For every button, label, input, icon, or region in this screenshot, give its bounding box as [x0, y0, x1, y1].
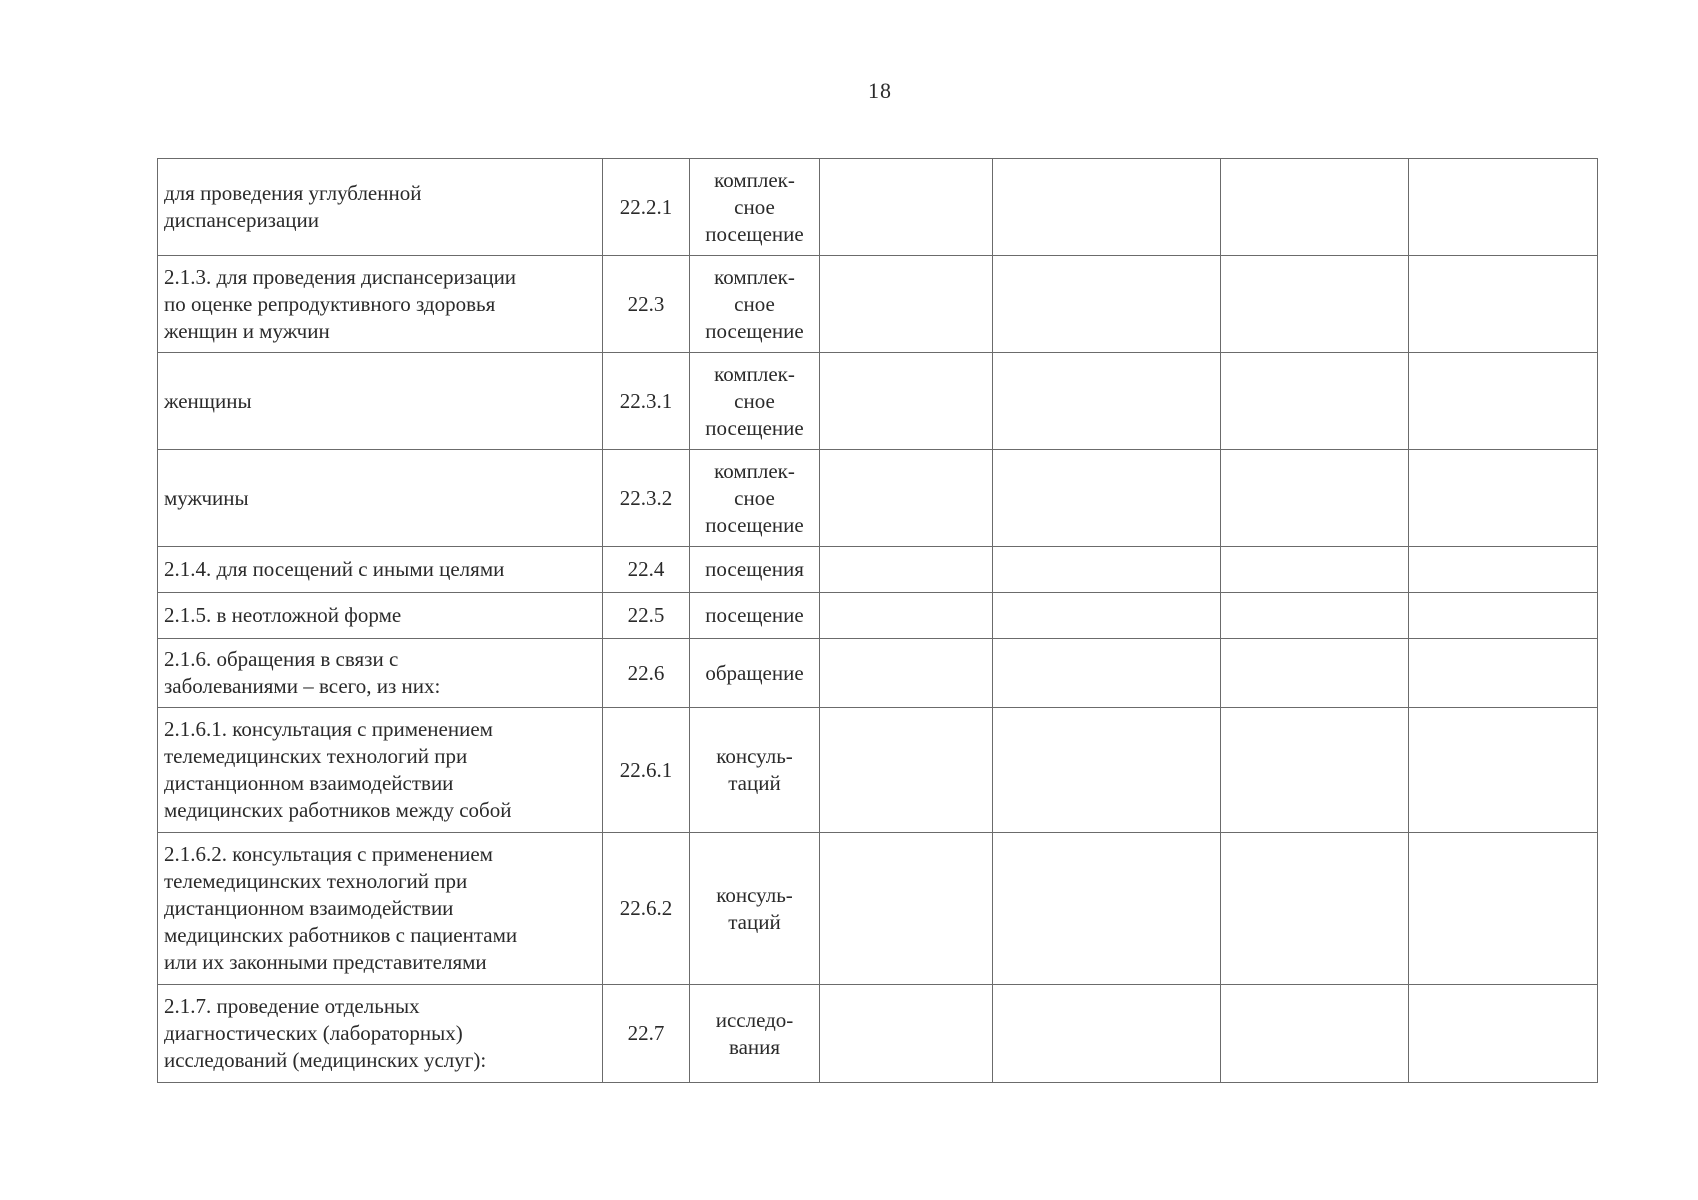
- empty-cell: [1409, 353, 1598, 450]
- row-unit-cell: [690, 547, 820, 593]
- row-unit-line: сное: [734, 194, 775, 219]
- row-name-cell: [158, 450, 603, 547]
- empty-cell: [1409, 159, 1598, 256]
- empty-cell: [1409, 833, 1598, 985]
- row-unit-line: комплек-: [714, 458, 795, 483]
- row-unit-line: комплек-: [714, 264, 795, 289]
- row-unit-line: сное: [734, 291, 775, 316]
- empty-cell: [993, 833, 1221, 985]
- row-unit-line: таций: [728, 909, 781, 934]
- table-row: [158, 159, 1598, 256]
- empty-cell: [1221, 593, 1409, 639]
- row-unit-line: консуль-: [716, 744, 793, 768]
- empty-cell: [993, 708, 1221, 833]
- row-name-cell: [158, 708, 603, 833]
- row-unit-line: обращение: [705, 660, 804, 685]
- row-unit-line: посещение: [705, 221, 804, 246]
- row-name-line: женщины: [164, 388, 252, 413]
- empty-cell: [993, 547, 1221, 593]
- empty-cell: [993, 159, 1221, 256]
- page-number: 18: [868, 78, 892, 103]
- row-code-cell: 22.6: [603, 639, 690, 708]
- empty-cell: [1221, 256, 1409, 353]
- row-name-cell: [158, 353, 603, 450]
- row-unit-line: вания: [728, 1034, 781, 1059]
- empty-cell: [993, 450, 1221, 547]
- row-unit-cell: [690, 985, 820, 1083]
- table-row: [158, 708, 1598, 833]
- empty-cell: [820, 159, 993, 256]
- empty-cell: [993, 639, 1221, 708]
- empty-cell: [820, 833, 993, 985]
- row-unit-cell: [690, 159, 820, 256]
- empty-cell: [1409, 639, 1598, 708]
- table-row: [158, 450, 1598, 547]
- empty-cell: [1221, 833, 1409, 985]
- row-unit-cell: [690, 450, 820, 547]
- empty-cell: [820, 547, 993, 593]
- empty-cell: [1409, 985, 1598, 1083]
- row-code-cell: 22.3.1: [603, 353, 690, 450]
- empty-cell: [820, 985, 993, 1083]
- row-name-line: дистанционном взаимодействии: [164, 771, 454, 795]
- row-unit-cell: [690, 708, 820, 833]
- data-table: [157, 158, 1598, 1083]
- empty-cell: [1221, 985, 1409, 1083]
- row-name-cell: [158, 256, 603, 353]
- row-unit-line: комплек-: [714, 361, 795, 386]
- row-code-cell: 22.4: [603, 547, 690, 593]
- row-name-cell: [158, 639, 603, 708]
- empty-cell: [1409, 547, 1598, 593]
- table-row: [158, 256, 1598, 353]
- row-name-cell: [158, 159, 603, 256]
- row-name-line: 2.1.6.2. консультация с применением: [164, 842, 493, 866]
- table-row: [158, 353, 1598, 450]
- empty-cell: [820, 450, 993, 547]
- row-name-line: 2.1.7. проведение отдельных: [164, 994, 420, 1018]
- row-name-cell: [158, 833, 603, 985]
- table-row: [158, 985, 1598, 1083]
- row-unit-line: консуль-: [716, 882, 793, 907]
- table-row: [158, 547, 1598, 593]
- table-row: [158, 593, 1598, 639]
- row-name-line: дистанционном взаимодействии: [164, 896, 454, 920]
- row-name-line: женщин и мужчин: [164, 318, 330, 343]
- empty-cell: [1221, 639, 1409, 708]
- row-name-line: или их законными представителями: [164, 950, 487, 974]
- row-unit-line: сное: [734, 388, 775, 413]
- empty-cell: [1221, 547, 1409, 593]
- row-name-line: 2.1.3. для проведения диспансеризации: [164, 264, 517, 289]
- empty-cell: [820, 256, 993, 353]
- row-name-cell: [158, 985, 603, 1083]
- empty-cell: [993, 985, 1221, 1083]
- row-name-line: 2.1.4. для посещений с иными целями: [164, 557, 505, 581]
- row-unit-cell: [690, 593, 820, 639]
- row-name-line: мужчины: [164, 485, 249, 510]
- row-unit-cell: [690, 353, 820, 450]
- row-name-cell: [158, 547, 603, 593]
- empty-cell: [993, 353, 1221, 450]
- row-unit-line: таций: [728, 771, 781, 795]
- row-name-line: для проведения углубленной: [164, 181, 422, 205]
- row-name-line: заболеваниями – всего, из них:: [164, 674, 441, 698]
- row-unit-line: посещения: [705, 557, 804, 581]
- row-code-cell: 22.3: [603, 256, 690, 353]
- empty-cell: [820, 639, 993, 708]
- row-unit-cell: [690, 639, 820, 708]
- row-code-cell: 22.6.1: [603, 708, 690, 833]
- row-unit-line: посещение: [705, 415, 804, 440]
- row-unit-line: комплек-: [714, 167, 795, 192]
- empty-cell: [993, 593, 1221, 639]
- row-name-line: 2.1.6. обращения в связи с: [164, 647, 399, 671]
- row-unit-line: посещение: [705, 318, 804, 343]
- row-name-line: телемедицинских технологий при: [164, 744, 468, 768]
- row-unit-cell: [690, 256, 820, 353]
- row-name-line: 2.1.5. в неотложной форме: [164, 603, 402, 627]
- empty-cell: [1221, 159, 1409, 256]
- empty-cell: [993, 256, 1221, 353]
- row-code-cell: 22.3.2: [603, 450, 690, 547]
- row-unit-line: посещение: [705, 603, 804, 627]
- empty-cell: [820, 353, 993, 450]
- row-code-cell: 22.6.2: [603, 833, 690, 985]
- row-name-line: телемедицинских технологий при: [164, 869, 468, 893]
- row-code-cell: 22.7: [603, 985, 690, 1083]
- empty-cell: [1409, 256, 1598, 353]
- row-code-cell: 22.5: [603, 593, 690, 639]
- empty-cell: [1409, 708, 1598, 833]
- row-name-line: медицинских работников с пациентами: [164, 923, 518, 947]
- row-name-line: 2.1.6.1. консультация с применением: [164, 717, 493, 741]
- empty-cell: [1221, 450, 1409, 547]
- row-unit-line: сное: [734, 485, 775, 510]
- table-row: [158, 833, 1598, 985]
- row-name-line: по оценке репродуктивного здоровья: [164, 291, 496, 316]
- row-name-cell: [158, 593, 603, 639]
- row-name-line: исследований (медицинских услуг):: [164, 1048, 487, 1072]
- row-name-line: медицинских работников между собой: [164, 798, 512, 822]
- table-row: [158, 639, 1598, 708]
- empty-cell: [1221, 708, 1409, 833]
- row-unit-line: посещение: [705, 512, 804, 537]
- empty-cell: [1409, 593, 1598, 639]
- empty-cell: [1409, 450, 1598, 547]
- row-code-cell: 22.2.1: [603, 159, 690, 256]
- empty-cell: [820, 593, 993, 639]
- row-name-line: диагностических (лабораторных): [164, 1021, 463, 1045]
- empty-cell: [1221, 353, 1409, 450]
- row-name-line: диспансеризации: [164, 208, 320, 232]
- empty-cell: [820, 708, 993, 833]
- row-unit-cell: [690, 833, 820, 985]
- row-unit-line: исследо-: [715, 1007, 794, 1032]
